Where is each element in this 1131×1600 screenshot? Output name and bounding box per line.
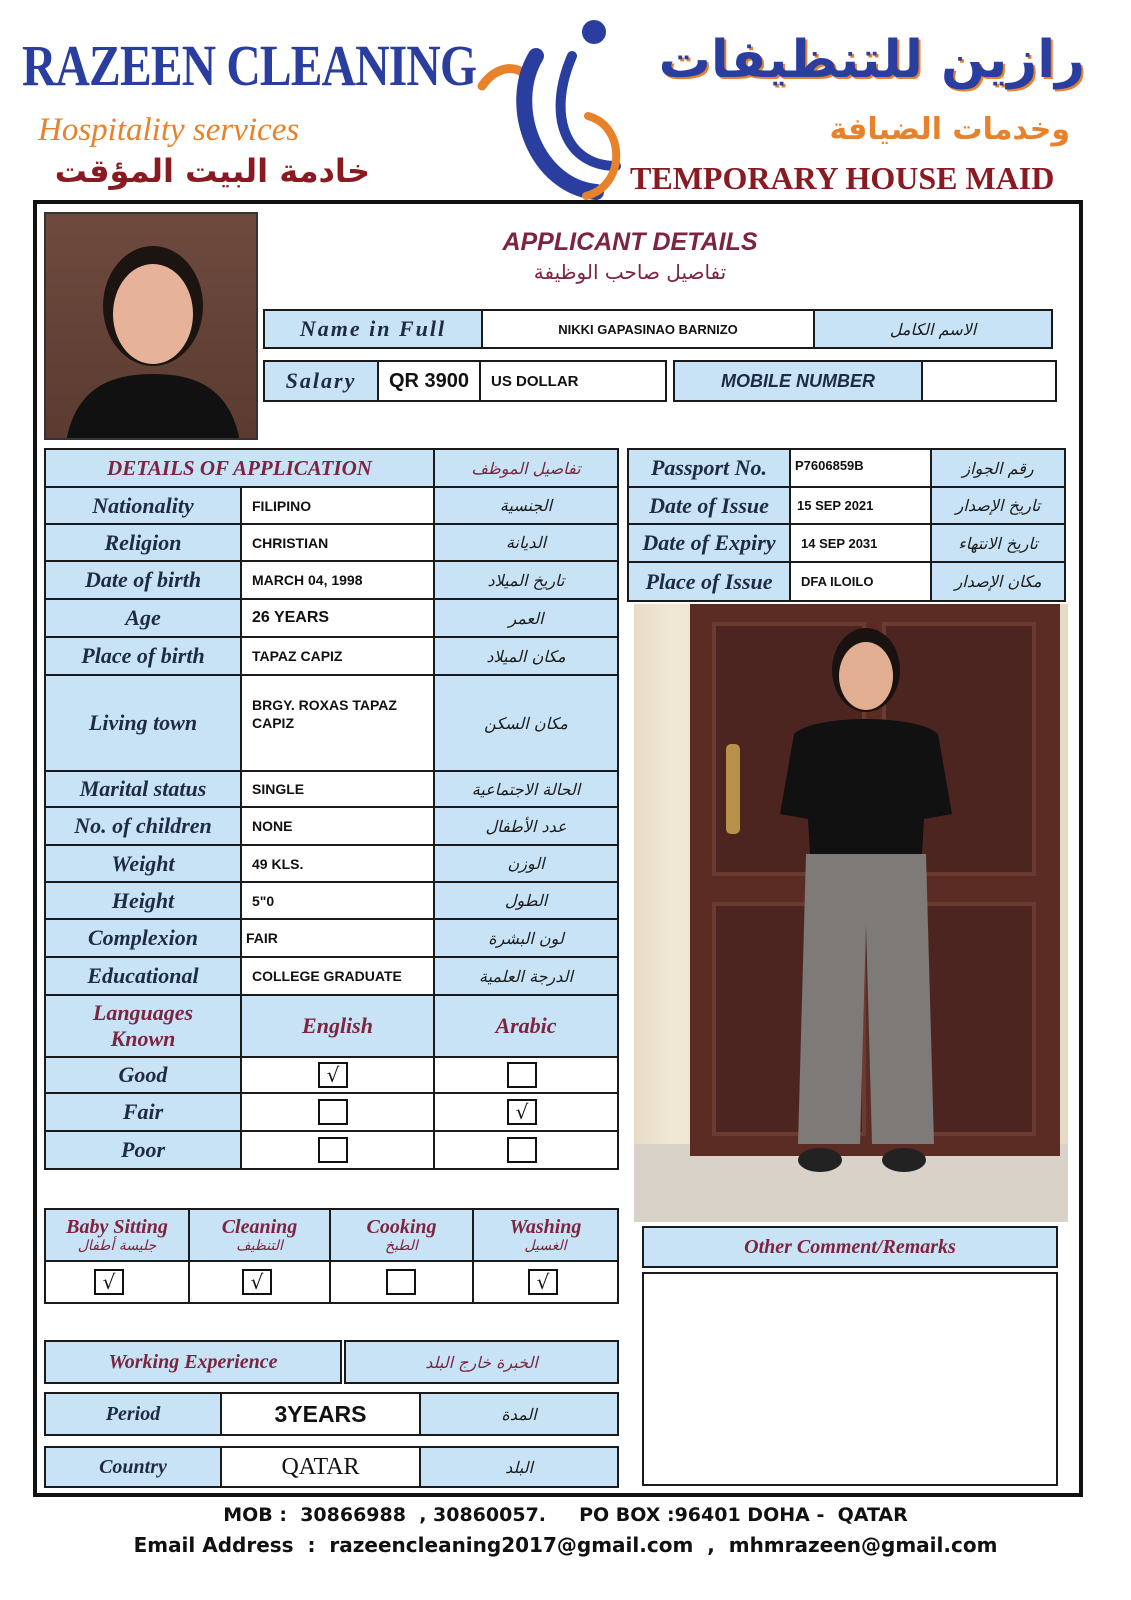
- fair-arabic-cell: [433, 1092, 619, 1132]
- age-label-ar: العمر: [433, 598, 619, 638]
- skill-baby-sitting-label-ar: جليسة أطفال: [77, 1238, 157, 1254]
- mobile-number-label: MOBILE NUMBER: [673, 360, 923, 402]
- date-of-birth-label: Date of birth: [44, 560, 242, 600]
- footer-contact: MOB : 30866988 , 30860057. PO BOX :96401 DOHA - QATAR: [223, 1504, 908, 1526]
- good-arabic-checkbox[interactable]: [507, 1062, 537, 1088]
- name-value: NIKKI GAPASINAO BARNIZO: [481, 309, 815, 349]
- applicant-full-body-photo: [634, 604, 1068, 1222]
- date-of-expiry-value: 14 SEP 2031: [789, 523, 932, 563]
- skill-cooking-label: Cooking: [366, 1216, 437, 1238]
- fair-english-checkbox[interactable]: [318, 1099, 348, 1125]
- height-value: 5"0: [240, 881, 435, 920]
- language-level-good: Good: [44, 1056, 242, 1094]
- period-label-ar: المدة: [419, 1392, 619, 1436]
- skill-cleaning-cell: [188, 1260, 331, 1304]
- skill-washing-label: Washing: [509, 1216, 582, 1238]
- nationality-label-ar: الجنسية: [433, 486, 619, 525]
- place-of-issue-label-ar: مكان الإصدار: [930, 561, 1066, 602]
- complexion-value: FAIR: [240, 918, 435, 958]
- date-of-expiry-label: Date of Expiry: [627, 523, 791, 563]
- company-name-en: RAZEEN CLEANING: [22, 33, 477, 98]
- skill-washing-header: [472, 1208, 619, 1262]
- children-label: No. of children: [44, 806, 242, 846]
- language-arabic-header: Arabic: [433, 994, 619, 1058]
- children-value: NONE: [240, 806, 435, 846]
- country-label: Country: [44, 1446, 222, 1488]
- temporary-house-maid-label: TEMPORARY HOUSE MAID: [630, 160, 1055, 196]
- height-label-ar: الطول: [433, 881, 619, 920]
- fair-arabic-checkbox[interactable]: √: [507, 1099, 537, 1125]
- mobile-number-value: [921, 360, 1057, 402]
- date-of-issue-value: 15 SEP 2021: [789, 486, 932, 525]
- good-arabic-cell: [433, 1056, 619, 1094]
- living-town-label-ar: مكان السكن: [433, 674, 619, 772]
- weight-value: 49 KLS.: [240, 844, 435, 883]
- country-label-ar: البلد: [419, 1446, 619, 1488]
- skill-cooking-checkbox[interactable]: [386, 1269, 416, 1295]
- remarks-box[interactable]: [642, 1272, 1058, 1486]
- page-title-ar: تفاصيل صاحب الوظيفة: [533, 260, 727, 284]
- place-of-birth-label: Place of birth: [44, 636, 242, 676]
- skill-baby-sitting-label: Baby Sitting: [66, 1216, 168, 1238]
- complexion-label: Complexion: [44, 918, 242, 958]
- period-label: Period: [44, 1392, 222, 1436]
- marital-status-label-ar: الحالة الاجتماعية: [433, 770, 619, 808]
- living-town-label: Living town: [44, 674, 242, 772]
- fair-english-cell: [240, 1092, 435, 1132]
- full-body-figure: [634, 604, 1068, 1222]
- application-header-ar: تفاصيل الموظف: [433, 448, 619, 488]
- company-logo: [476, 16, 636, 200]
- religion-label: Religion: [44, 523, 242, 562]
- language-level-poor: Poor: [44, 1130, 242, 1170]
- company-name-ar: رازين للتنظيفات: [658, 30, 1085, 90]
- skill-washing-label-ar: الغسيل: [524, 1238, 567, 1254]
- salary-currency: US DOLLAR: [479, 360, 667, 402]
- remarks-label: Other Comment/Remarks: [642, 1226, 1058, 1268]
- living-town-value: BRGY. ROXAS TAPAZ CAPIZ: [240, 674, 435, 772]
- marital-status-value: SINGLE: [240, 770, 435, 808]
- date-of-issue-label-ar: تاريخ الإصدار: [930, 486, 1066, 525]
- language-level-fair: Fair: [44, 1092, 242, 1132]
- portrait-figure: [46, 214, 258, 440]
- poor-arabic-cell: [433, 1130, 619, 1170]
- date-of-birth-label-ar: تاريخ الميلاد: [433, 560, 619, 600]
- working-experience-label-ar: الخبرة خارج البلد: [344, 1340, 619, 1384]
- educational-label: Educational: [44, 956, 242, 996]
- application-header: DETAILS OF APPLICATION: [44, 448, 435, 488]
- skill-cooking-label-ar: الطبخ: [385, 1238, 418, 1254]
- passport-no-label: Passport No.: [627, 448, 791, 488]
- nationality-label: Nationality: [44, 486, 242, 525]
- religion-value: CHRISTIAN: [240, 523, 435, 562]
- place-of-birth-label-ar: مكان الميلاد: [433, 636, 619, 676]
- weight-label-ar: الوزن: [433, 844, 619, 883]
- skill-baby-sitting-checkbox[interactable]: √: [94, 1269, 124, 1295]
- languages-label: Languages Known: [44, 994, 242, 1058]
- weight-label: Weight: [44, 844, 242, 883]
- skill-washing-cell: [472, 1260, 619, 1304]
- country-value: QATAR: [220, 1446, 421, 1488]
- nationality-value: FILIPINO: [240, 486, 435, 525]
- salary-label: Salary: [263, 360, 379, 402]
- tagline-ar-right: وخدمات الضيافة: [829, 112, 1070, 147]
- children-label-ar: عدد الأطفال: [433, 806, 619, 846]
- page-title: APPLICANT DETAILS: [502, 228, 758, 256]
- skill-washing-checkbox[interactable]: √: [528, 1269, 558, 1295]
- passport-no-value: P7606859B: [789, 448, 932, 488]
- complexion-label-ar: لون البشرة: [433, 918, 619, 958]
- poor-arabic-checkbox[interactable]: [507, 1137, 537, 1163]
- tagline-en: Hospitality services: [38, 112, 300, 148]
- name-label-ar: الاسم الكامل: [813, 309, 1053, 349]
- applicant-portrait-photo: [44, 212, 258, 440]
- height-label: Height: [44, 881, 242, 920]
- place-of-issue-label: Place of Issue: [627, 561, 791, 602]
- poor-english-cell: [240, 1130, 435, 1170]
- date-of-birth-value: MARCH 04, 1998: [240, 560, 435, 600]
- skill-baby-sitting-cell: [44, 1260, 190, 1304]
- date-of-expiry-label-ar: تاريخ الانتهاء: [930, 523, 1066, 563]
- skill-cleaning-checkbox[interactable]: √: [242, 1269, 272, 1295]
- date-of-issue-label: Date of Issue: [627, 486, 791, 525]
- good-english-cell: [240, 1056, 435, 1094]
- tagline-ar-left: خادمة البيت المؤقت: [54, 152, 370, 190]
- marital-status-label: Marital status: [44, 770, 242, 808]
- name-label: Name in Full: [263, 309, 483, 349]
- educational-label-ar: الدرجة العلمية: [433, 956, 619, 996]
- poor-english-checkbox[interactable]: [318, 1137, 348, 1163]
- skill-cleaning-label-ar: التنظيف: [236, 1238, 283, 1254]
- salary-amount: QR 3900: [377, 360, 481, 402]
- working-experience-label: Working Experience: [44, 1340, 342, 1384]
- period-value: 3YEARS: [220, 1392, 421, 1436]
- skill-cleaning-header: [188, 1208, 331, 1262]
- place-of-issue-value: DFA ILOILO: [789, 561, 932, 602]
- skill-baby-sitting-header: [44, 1208, 190, 1262]
- religion-label-ar: الديانة: [433, 523, 619, 562]
- passport-no-label-ar: رقم الجواز: [930, 448, 1066, 488]
- place-of-birth-value: TAPAZ CAPIZ: [240, 636, 435, 676]
- age-label: Age: [44, 598, 242, 638]
- educational-value: COLLEGE GRADUATE: [240, 956, 435, 996]
- age-value: 26 YEARS: [240, 598, 435, 638]
- skill-cleaning-label: Cleaning: [221, 1216, 298, 1238]
- skill-cooking-cell: [329, 1260, 474, 1304]
- good-english-checkbox[interactable]: √: [318, 1062, 348, 1088]
- footer-email: Email Address : razeencleaning2017@gmail.com , mhmrazeen@gmail.com: [133, 1533, 998, 1557]
- skill-cooking-header: [329, 1208, 474, 1262]
- language-english-header: English: [240, 994, 435, 1058]
